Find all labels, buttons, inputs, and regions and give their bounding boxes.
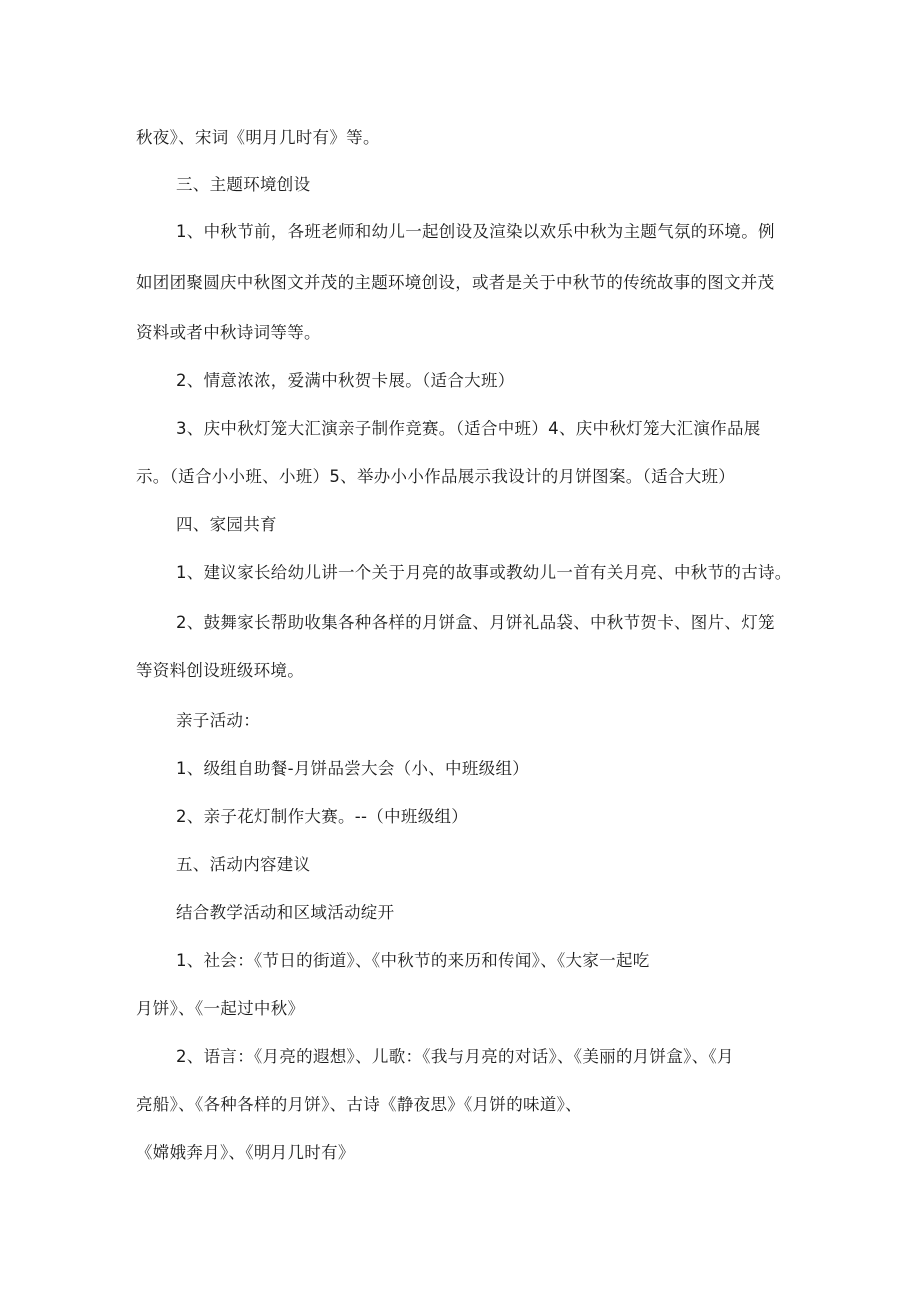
section-heading: 亲子活动：	[176, 711, 260, 730]
text-line: 月饼》、《一起过中秋》	[136, 999, 305, 1018]
text-line: 资料或者中秋诗词等等。	[136, 323, 321, 342]
text-line: 如团团聚圆庆中秋图文并茂的主题环境创设，或者是关于中秋节的传统故事的图文并茂	[136, 273, 775, 292]
text-line: 1、级组自助餐-月饼品尝大会（小、中班级组）	[176, 759, 530, 778]
text-line: 示。（适合小小班、小班）5、举办小小作品展示我设计的月饼图案。（适合大班）	[136, 467, 736, 486]
text-line: 3、庆中秋灯笼大汇演亲子制作竞赛。（适合中班）4、庆中秋灯笼大汇演作品展	[176, 419, 761, 438]
text-line: 《嫦娥奔月》、《明月几时有》	[136, 1143, 355, 1162]
section-heading: 三、主题环境创设	[176, 175, 311, 194]
text-line: 亮船》、《各种各样的月饼》、古诗《静夜思》《月饼的味道》、	[136, 1095, 582, 1114]
text-line: 1、社会：《节日的街道》、《中秋节的来历和传闻》、《大家一起吃	[176, 951, 650, 970]
text-line: 1、建议家长给幼儿讲一个关于月亮的故事或教幼儿一首有关月亮、中秋节的古诗。	[176, 563, 792, 582]
text-line: 1、中秋节前，各班老师和幼儿一起创设及渲染以欢乐中秋为主题气氛的环境。例	[176, 222, 775, 241]
text-line: 2、语言：《月亮的遐想》、儿歌：《我与月亮的对话》、《美丽的月饼盒》、《月	[176, 1047, 734, 1066]
text-line: 秋夜》、宋词《明月几时有》等。	[136, 128, 380, 147]
section-heading: 五、活动内容建议	[176, 855, 311, 874]
text-line: 等资料创设班级环境。	[136, 661, 304, 680]
text-line: 结合教学活动和区域活动绽开	[176, 903, 395, 922]
text-line: 2、亲子花灯制作大赛。--（中班级组）	[176, 807, 469, 826]
section-heading: 四、家园共育	[176, 515, 277, 534]
text-line: 2、鼓舞家长帮助收集各种各样的月饼盒、月饼礼品袋、中秋节贺卡、图片、灯笼	[176, 613, 775, 632]
text-line: 2、情意浓浓，爱满中秋贺卡展。（适合大班）	[176, 371, 515, 390]
